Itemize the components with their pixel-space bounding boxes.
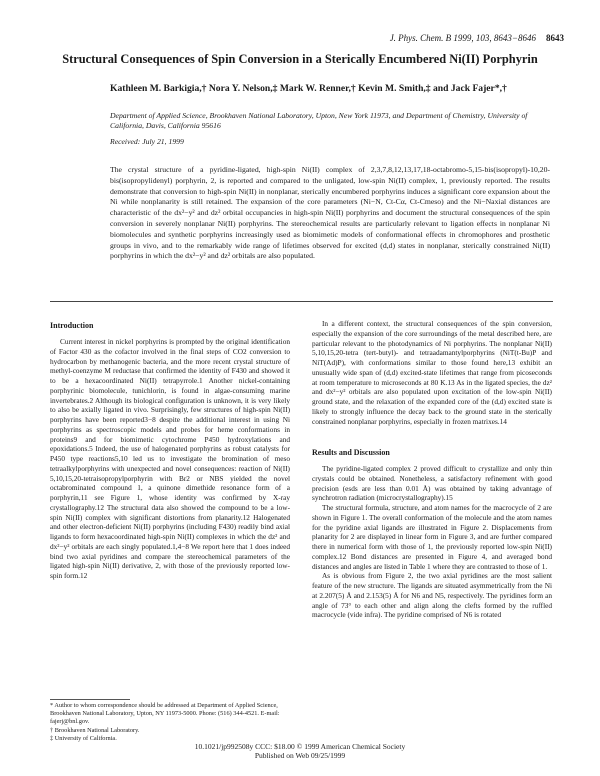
author-list: Kathleen M. Barkigia,† Nora Y. Nelson,‡ Mark W. Renner,† Kevin M. Smith,‡ and Jack Fajer*,† bbox=[110, 83, 507, 94]
affiliation: Department of Applied Science, Brookhaven National Laboratory, Upton, New York 11973, and Department of Chemistry, University of California, Davis, California 95616 bbox=[110, 111, 528, 130]
abstract: The crystal structure of a pyridine-ligated, high-spin Ni(II) complex of 2,3,7,8,12,13,17,18-octabromo-5,15-bis(isopropyl)-10,20-bis(isopropylidenyl) porphyrin, 2, is reported and compared to the unligated, low-spin Ni(II) complex, 1, previously reported. The results demonstrate that conversion to high-spin Ni(II) in nonplanar, sterically encumbered porphyrins induces a significant core expansion about the Ni while nonplanarity is still retained. The expansion of the core parameters (Ni−N, Ct-Cα, Ct-Cmeso) and the Ni−Naxial distances are characteristic of the dx²−y² and dz² orbital occupancies in high-spin Ni(II) porphyrins and document the structural consequences of the spin conversion in severely nonplanar Ni(II) porphyrins. The stereochemical results are particularly relevant to ligation effects in nonplanar Ni biomolecules and synthetic porphyrins increasingly used as biomimetic models of conformational effects in chromophores and prosthetic groups in vivo, and to the remarkably wide range of lifetimes observed for excited (d,d) states in nonplanar, sterically constrained Ni(II) porphyrins in which the dx²−y² and dz² orbitals are also populated. bbox=[110, 165, 550, 261]
results-paragraph-2: The structural formula, structure, and atom names for the macrocycle of 2 are shown in Figure 1. The overall conformation of the molecule and the atom names for the pyridine axial ligands are illustrated in Figure 2. Displacements from planarity for 2 are displayed in linear form in Figure 3, and are further compared there in numerical form with those of 1, the previously reported low-spin Ni(II) complex.12 Bond distances are presented in Figure 4, and averaged bond distances and angles are listed in Table 1 where they are contrasted to those of 1. bbox=[312, 503, 552, 571]
photodynamics-paragraph: In a different context, the structural consequences of the spin conversion, especially the expansion of the core surroundings of the metal described here, are particular relevant to the photodynamics of Ni porphyrins. The nonplanar Ni(II) 5,10,15,20-tetra (tert-butyl)- and tetraadamantylporphyrins (NiT(t-Bu)P and NiT(Ad)P), with conformations similar to those found here,13 exhibit an unusually wide span of (d,d) excited-state lifetimes that range from picoseconds at room temperature to microseconds at 80 K.13 As in the ligated species, the dz² and dx²−y² orbitals are also populated upon excitation of the low-spin Ni(II) ground state, and the relaxation of the expanded core of the (d,d) excited state is likely to strongly influence the decay back to the ground state in the sterically constrained nonplanar porphyrins, especially in frozen matrixes.14 bbox=[312, 319, 552, 426]
results-heading: Results and Discussion bbox=[312, 448, 390, 457]
results-text bbox=[312, 464, 552, 620]
intro-heading: Introduction bbox=[50, 321, 94, 330]
footnotes bbox=[50, 702, 290, 743]
doi-footer bbox=[0, 742, 600, 760]
intro-text bbox=[50, 337, 290, 581]
section-divider bbox=[50, 301, 553, 302]
results-paragraph-3: As is obvious from Figure 2, the two axial pyridines are the most salient feature of the new structure. The ligands are situated asymmetrically from the Ni at 2.207(5) Å and 2.153(5) Å for N6 and N5, respectively. The pyridines form an angle of 73° to each other and align along the clefts formed by the ruffled macrocycle (vide infra). The pyridine comprised of N6 is rotated bbox=[312, 571, 552, 620]
footnote-uc: ‡ University of California. bbox=[50, 734, 117, 742]
published-date: Published on Web 09/25/1999 bbox=[254, 751, 346, 760]
footnote-brookhaven: † Brookhaven National Laboratory. bbox=[50, 726, 140, 734]
footnote-divider bbox=[50, 699, 130, 700]
paper-title: Structural Consequences of Spin Conversion in a Sterically Encumbered Ni(II) Porphyrin bbox=[62, 52, 538, 66]
results-paragraph-1: The pyridine-ligated complex 2 proved difficult to crystallize and only thin crystals could be obtained. Nonetheless, a satisfactory refinement with good precision (esds are less than 0.01 Å) was obtained by taking advantage of synchrotron radiation (microcrystallography).15 bbox=[312, 464, 552, 503]
intro-paragraph: Current interest in nickel porphyrins is prompted by the original identification of Factor 430 as the cofactor involved in the final steps of CO2 conversion to hydrocarbon by methanogenic bacteria, and the more recent crystal structure of methyl-coenzyme M reductase that confirmed the identity of F430 and showed it to be a hexacoordinated Ni(II) tetrapyrrole.1 Another nickel-containing porphyrinic biomolecule, tunichlorin, is found in algae-consuming marine invertebrates.2 Although its biological configuration is unknown, it is very likely to also be axially ligated in vivo. Surprisingly, few structures of high-spin Ni(II) porphyrins have been reported3−8 despite the additional interest in using Ni porphyrins as spectroscopic models and probes for heme conformations in proteins9 and for biomimetic cytochrome P450 hydroxylations and epoxidations.5 Indeed, the use of halogenated porphyrins as robust catalysts for P450 type reactions5,10 led us to investigate the bromination of meso tetraalkylporphyrins with unexpected and novel consequences: reaction of Ni(II) 5,10,15,20-tetraisopropylporphyrin with Br2 or NBS yielded the novel octabrominated compound 1, a quinone dimethide resonance form of a porphyrin,11 see Figure 1, whose identity was confirmed by X-ray crystallography.12 The structural data also showed the compound to be a low-spin Ni(II) complex with significant distortions from planarity.12 Halogenated and other electron-deficient Ni(II) porphyrins (including F430) readily bind axial ligands to form hexacoordinated high-spin Ni(II) complexes in which the dz² and dx²−y² orbitals are each singly populated.1,4−8 We report here that 1 does indeed bind two axial pyridines and compare the stereochemical parameters of the ligated high-spin Ni(II) derivative, 2, with those of the previously reported low-spin form.12 bbox=[50, 337, 290, 580]
received-date: Received: July 21, 1999 bbox=[110, 137, 184, 146]
footnote-corresponding-author: * Author to whom correspondence should be addressed at Department of Applied Science, Brookhaven National Laboratory, Upton, NY 11973-5000. Phone: (516) 344-4521. E-mail: fajerj@bnl.gov. bbox=[50, 702, 280, 726]
journal-citation: J. Phys. Chem. B 1999, 103, 8643−8646 bbox=[389, 33, 536, 43]
page-number: 8643 bbox=[546, 33, 564, 43]
doi-line: 10.1021/jp992508y CCC: $18.00 © 1999 American Chemical Society bbox=[194, 742, 406, 751]
right-column-paragraph bbox=[312, 319, 552, 426]
